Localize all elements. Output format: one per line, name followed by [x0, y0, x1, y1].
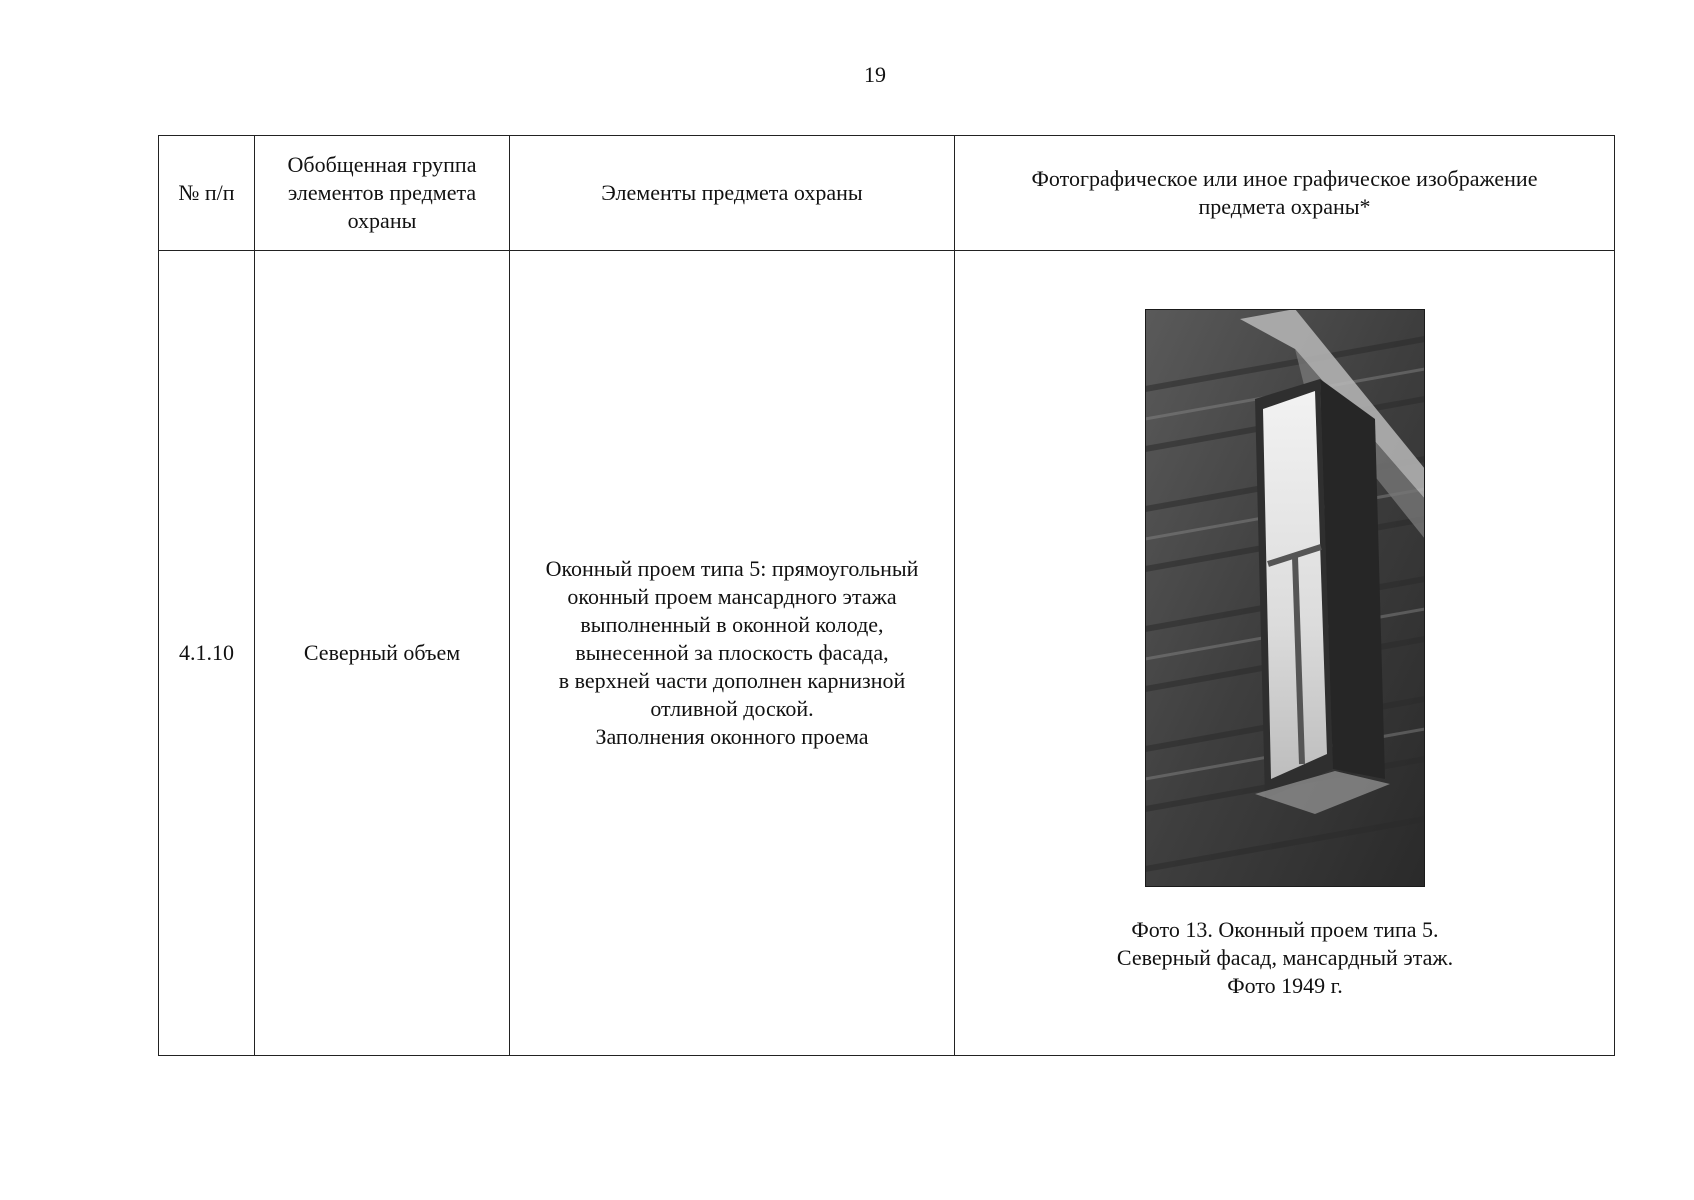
- photo-caption: Фото 13. Оконный проем типа 5. Северный фасад, мансардный этаж. Фото 1949 г.: [1116, 917, 1454, 998]
- window-photo-image: [1145, 309, 1425, 887]
- table-header-row: [159, 136, 1615, 251]
- header-photo: Фотографическое или иное графическое изображение предмета охраны*: [955, 136, 1615, 251]
- row-elements: [510, 251, 955, 1056]
- header-group: Обобщенная группа элементов предмета охраны: [255, 136, 510, 251]
- row-num: 4.1.10: [159, 251, 255, 1056]
- header-elements: Элементы предмета охраны: [510, 136, 955, 251]
- row-photo-cell: [955, 251, 1615, 1056]
- page-number: 19: [864, 62, 886, 87]
- row-group: Северный объем: [255, 251, 510, 1056]
- protection-table: [158, 135, 1615, 1056]
- table-row: [159, 251, 1615, 1056]
- window-photo: [1145, 309, 1425, 887]
- row-elements-text: Оконный проем типа 5: прямоугольный оконный проем мансардного этажа выполненный в оконной колоде, вынесенной за плоскость фасада, в верхней части дополнен карнизной отливной доской. Заполнения оконного проема: [545, 556, 919, 749]
- header-num: № п/п: [159, 136, 255, 251]
